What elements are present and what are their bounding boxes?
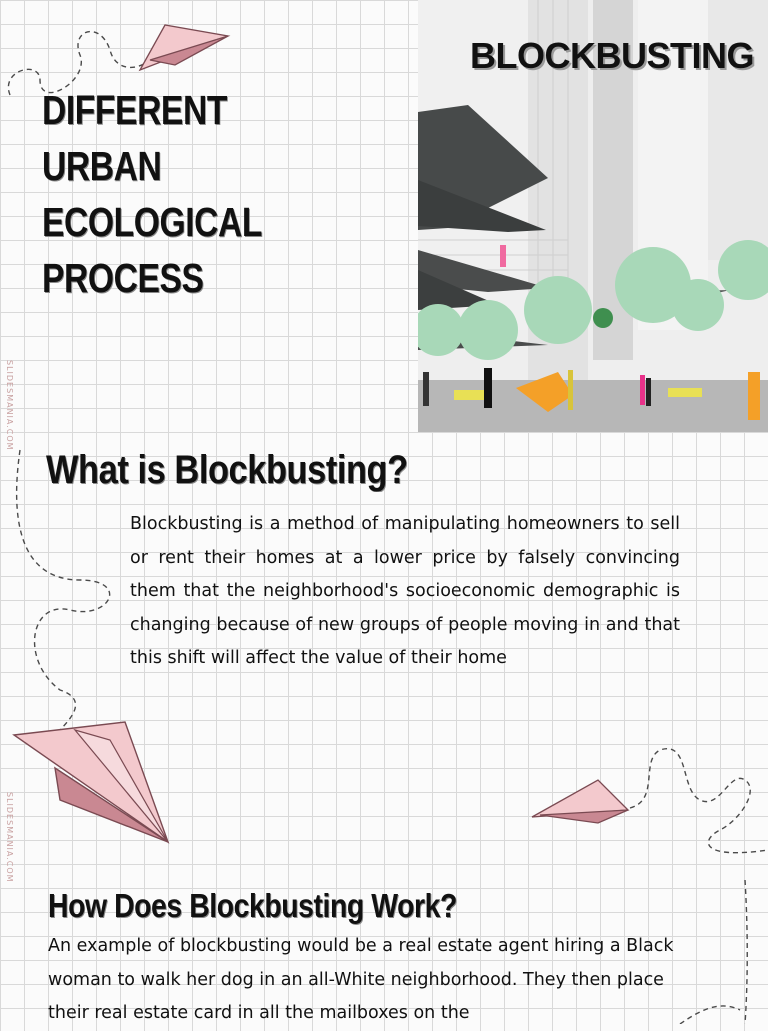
dashed-path-right [630,749,768,853]
dashed-path-bottom-right [680,880,747,1024]
section-heading-what-is: What is Blockbusting? [46,448,408,492]
page-title: DIFFERENT URBAN ECOLOGICAL PROCESS [42,87,262,301]
paper-plane-top-icon [140,25,228,70]
watermark-bottom: SLIDESMANIA.COM [5,792,14,883]
hero-title: BLOCKBUSTING [470,35,754,76]
paper-plane-left-icon [14,722,168,842]
paper-plane-right-icon [532,780,628,823]
section-body-how-it-works: An example of blockbusting would be a real estate agent hiring a Black woman to walk her dog in an all-White neighborhood. They then place their real estate card in all the mailboxes on the [48,936,674,1023]
section-heading-how-it-works: How Does Blockbusting Work? [48,887,457,924]
watermark-top: SLIDESMANIA.COM [5,360,14,451]
section-body-what-is: Blockbusting is a method of manipulating homeowners to sell or rent their homes at a lower price by falsely convincing them that the neighborhood's socioeconomic demographic is changing because of new groups of people moving in and that this shift will affect the value of their home [130,514,680,668]
